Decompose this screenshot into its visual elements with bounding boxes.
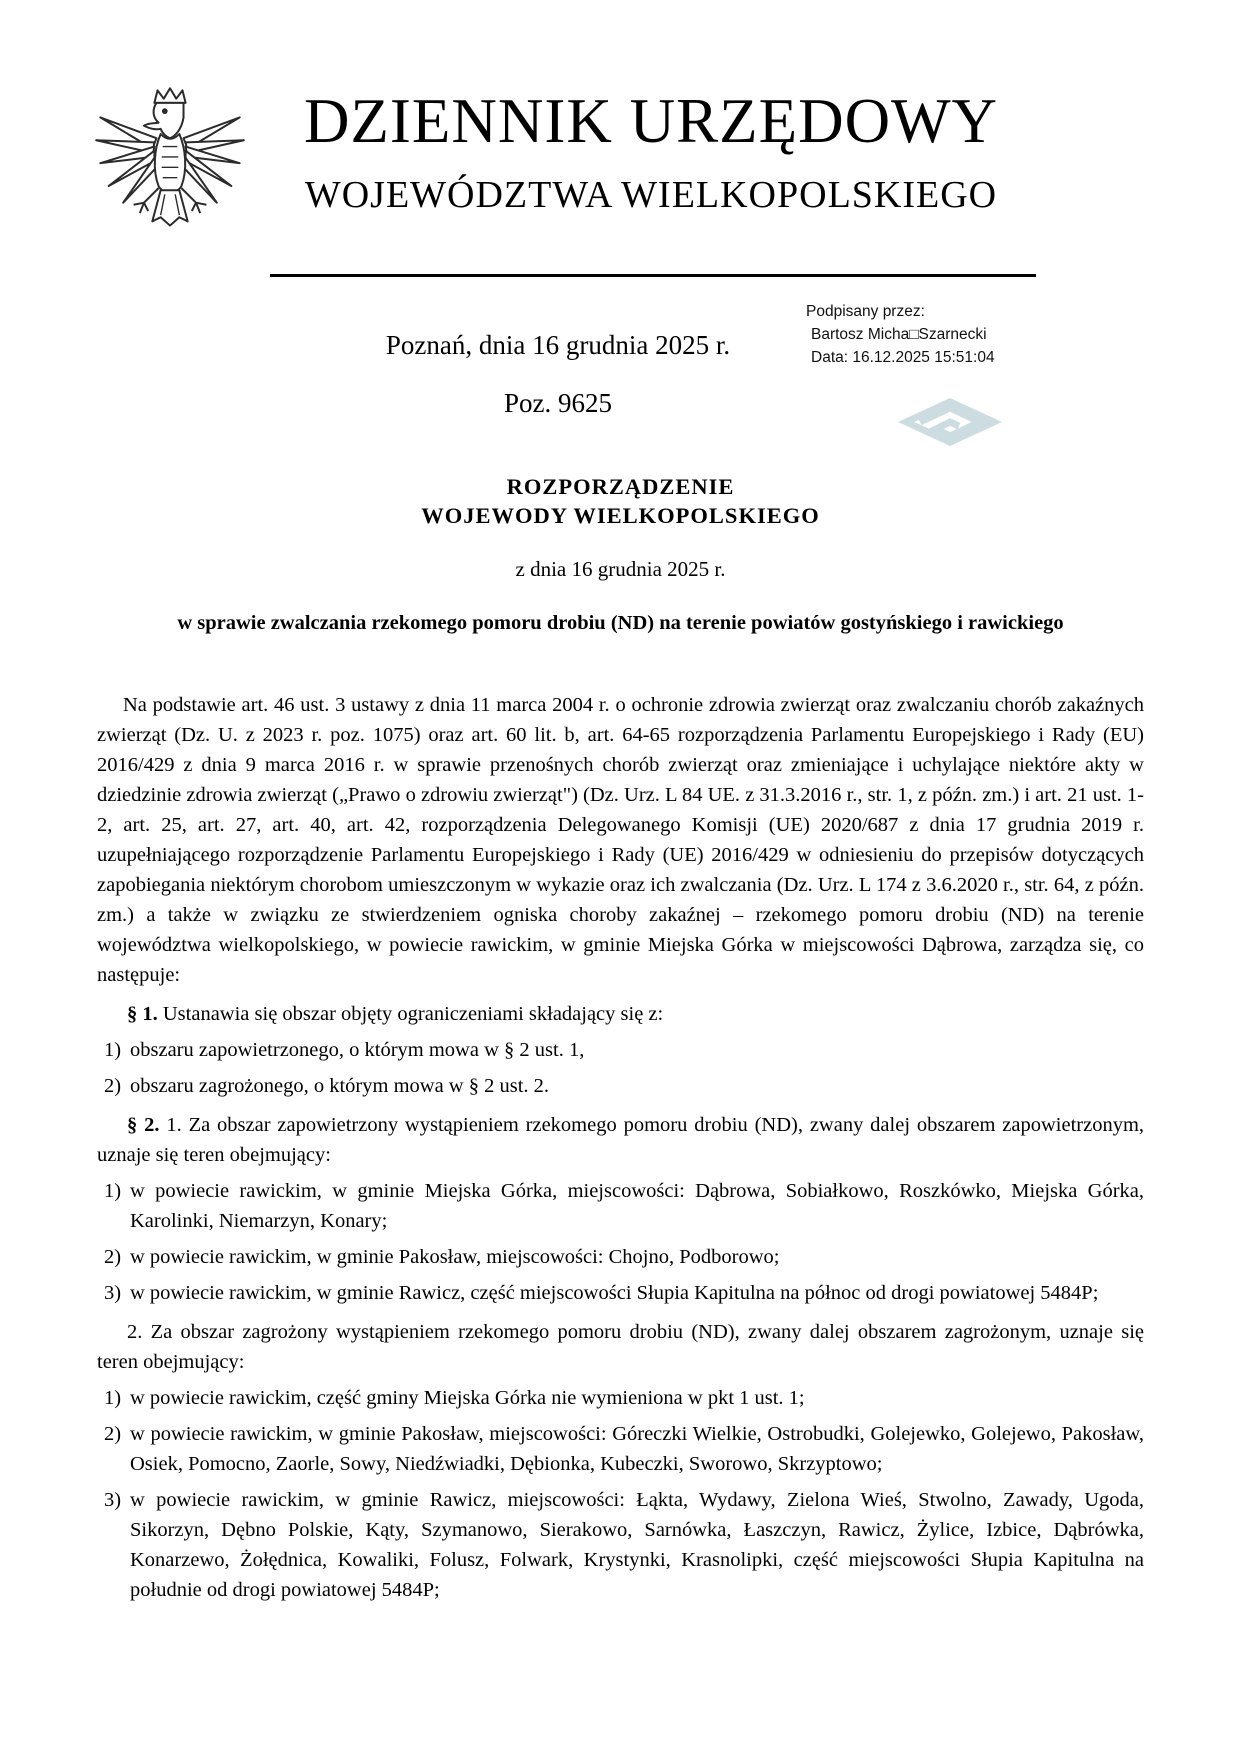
- item-text: w powiecie rawickim, w gminie Rawicz, część miejscowości Słupia Kapitulna na północ od drogi powiatowej 5484P;: [130, 1282, 1099, 1304]
- ust-2-number: 2.: [127, 1321, 143, 1343]
- item-text: obszaru zagrożonego, o którym mowa w § 2 ust. 2.: [130, 1075, 550, 1097]
- section-1-marker: § 1.: [127, 1003, 158, 1025]
- journal-subtitle: WOJEWÓDZTWA WIELKOPOLSKIEGO: [304, 174, 998, 216]
- act-issuer: WOJEWODY WIELKOPOLSKIEGO: [421, 503, 820, 528]
- item-number: 3): [104, 1282, 122, 1304]
- list-item: [97, 1278, 1144, 1308]
- item-number: 1): [104, 1387, 122, 1409]
- item-text: w powiecie rawickim, w gminie Rawicz, miejscowości: Łąkta, Wydawy, Zielona Wieś, Stwolno, Zawady, Ugoda, Sikorzyn, Dębno Polskie, Kąty, Szymanowo, Sierakowo, Sarnówka, Łaszczyn, Rawicz, Żylice, Izbice, Dąbrówka, Konarzewo, Żołędnica, Kowaliki, Folusz, Folwark, Krystynki, Krasnolipki, część miejscowości Słupia Kapitulna na południe od drogi powiatowej 5484P;: [130, 1489, 1144, 1601]
- item-text: w powiecie rawickim, w gminie Miejska Górka, miejscowości: Dąbrowa, Sobiałkowo, Roszkówko, Miejska Górka, Karolinki, Niemarzyn, Konary;: [130, 1180, 1144, 1232]
- act-subject: w sprawie zwalczania rzekomego pomoru drobiu (ND) na terenie powiatów gostyńskiego i rawickiego: [177, 612, 1064, 634]
- act-heading: [0, 472, 1241, 582]
- preamble-paragraph: Na podstawie art. 46 ust. 3 ustawy z dnia 11 marca 2004 r. o ochronie zdrowia zwierząt oraz zwalczaniu chorób zakaźnych zwierząt (Dz. U. z 2023 r. poz. 1075) oraz art. 60 lit. b, art. 64-65 rozporządzenia Parlamentu Europejskiego i Rady (EU) 2016/429 z dnia 9 marca 2016 r. w sprawie przenośnych chorób zwierząt oraz zmieniające i uchylające niektóre akty w dziedzinie zdrowia zwierząt („Prawo o zdrowiu zwierząt") (Dz. Urz. L 84 UE. z 31.3.2016 r., str. 1, z późn. zm.) i art. 21 ust. 1-2, art. 25, art. 27, art. 40, art. 42, rozporządzenia Delegowanego Komisji (UE) 2020/687 z dnia 17 grudnia 2019 r. uzupełniającego rozporządzenie Parlamentu Europejskiego i Rady (UE) 2016/429 w odniesieniu do przepisów dotyczących zapobiegania niektórym chorobom umieszczonym w wykazie oraz ich zwalczania (Dz. Urz. L 174 z 3.6.2020 r., str. 64, z późn. zm.) a także w związku ze stwierdzeniem ogniska choroby zakaźnej – rzekomego pomoru drobiu (ND) na terenie województwa wielkopolskiego, w powiecie rawickim, w gminie Miejska Górka w miejscowości Dąbrowa, zarządza się, co następuje:: [97, 694, 1144, 986]
- ust-1-text: Za obszar zapowietrzony wystąpieniem rzekomego pomoru drobiu (ND), zwany dalej obszarem zapowietrzonym, uznaje się teren obejmujący:: [97, 1114, 1145, 1166]
- item-number: 2): [104, 1423, 122, 1445]
- place-date-line: Poznań, dnia 16 grudnia 2025 r.: [385, 330, 731, 360]
- section-2-ust-1-paragraph: [97, 1110, 1144, 1170]
- ust-1-number: 1.: [166, 1114, 182, 1136]
- list-item: [97, 1419, 1144, 1479]
- list-item: [97, 1242, 1144, 1272]
- journal-title: DZIENNIK URZĘDOWY: [303, 86, 999, 156]
- section-1-paragraph: [97, 999, 1144, 1029]
- list-item: [97, 1383, 1144, 1413]
- act-type: ROZPORZĄDZENIE: [506, 474, 735, 499]
- act-date: z dnia 16 grudnia 2025 r.: [515, 557, 726, 581]
- signature-block: [806, 300, 995, 369]
- act-body: [97, 690, 1144, 1605]
- item-text: obszaru zapowietrzonego, o którym mowa w § 2 ust. 1,: [130, 1039, 585, 1061]
- section-1-text: Ustanawia się obszar objęty ograniczeniami składający się z:: [162, 1003, 664, 1025]
- item-text: w powiecie rawickim, część gminy Miejska Górka nie wymieniona w pkt 1 ust. 1;: [130, 1387, 805, 1409]
- signer-name: Bartosz Micha□Szarnecki: [811, 326, 987, 343]
- item-number: 1): [104, 1180, 122, 1202]
- item-text: w powiecie rawickim, w gminie Pakosław, miejscowości: Chojno, Podborowo;: [130, 1246, 780, 1268]
- ust-2-text: Za obszar zagrożony wystąpieniem rzekomego pomoru drobiu (ND), zwany dalej obszarem zagrożonym, uznaje się teren obejmujący:: [97, 1321, 1144, 1373]
- list-item: [97, 1071, 1144, 1101]
- item-number: 2): [104, 1075, 122, 1097]
- section-2-ust-2-paragraph: [97, 1317, 1144, 1377]
- item-number: 1): [104, 1039, 122, 1061]
- section-2-marker: § 2.: [127, 1114, 160, 1136]
- item-number: 3): [104, 1489, 122, 1511]
- signature-date: Data: 16.12.2025 15:51:04: [811, 349, 995, 366]
- signature-label: Podpisany przez:: [806, 303, 925, 320]
- masthead: [260, 86, 1042, 217]
- item-text: w powiecie rawickim, w gminie Pakosław, miejscowości: Góreczki Wielkie, Ostrobudki, Golejewko, Golejewo, Pakosław, Osiek, Pomocno, Zaorle, Sowy, Niedźwiadki, Dębionka, Kubeczki, Sworowo, Skrzyptowo;: [130, 1423, 1144, 1475]
- list-item: [97, 1035, 1144, 1065]
- item-number: 2): [104, 1246, 122, 1268]
- polish-eagle-emblem-icon: [92, 86, 248, 258]
- signature-diamond-logo-icon: [898, 398, 1002, 446]
- list-item: [97, 1176, 1144, 1236]
- list-item: [97, 1485, 1144, 1605]
- masthead-rule: [270, 274, 1036, 277]
- position-number: Poz. 9625: [504, 388, 612, 418]
